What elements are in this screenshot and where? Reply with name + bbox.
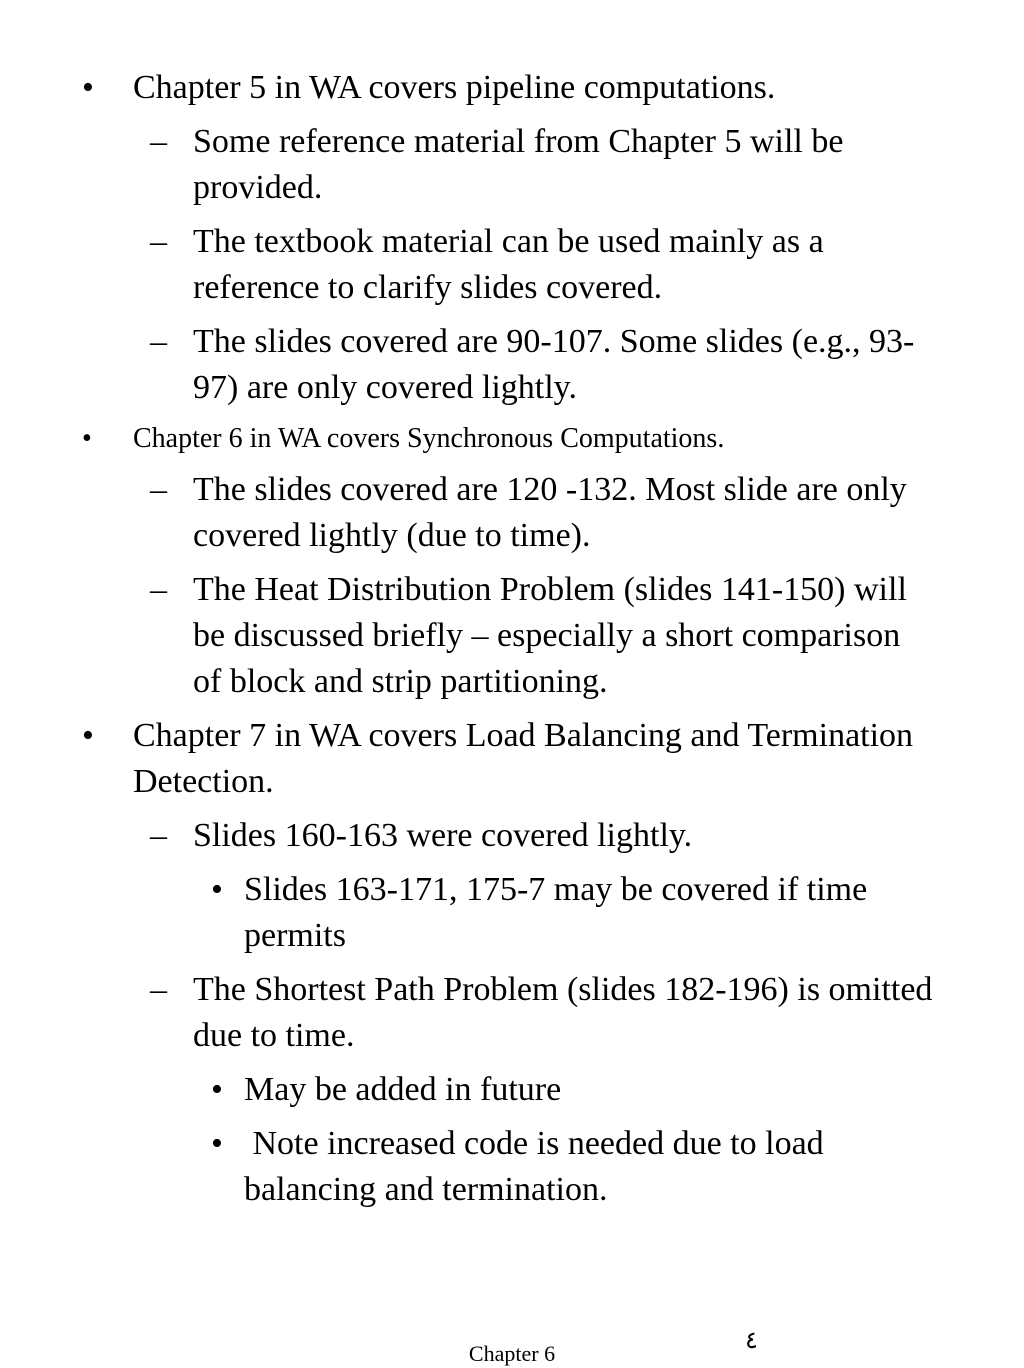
list-item bbox=[0, 467, 1024, 559]
footer-chapter-label: Chapter 6 bbox=[468, 1341, 556, 1366]
list-item bbox=[0, 867, 1024, 959]
bullet-marker: • bbox=[82, 423, 92, 454]
list-item bbox=[0, 219, 1024, 311]
list-item bbox=[0, 419, 1024, 459]
dash-marker: – bbox=[150, 223, 167, 260]
dash-marker: – bbox=[150, 123, 167, 160]
list-item-text: Slides 163-171, 175-7 may be covered if time permits bbox=[244, 871, 868, 954]
list-item bbox=[0, 65, 1024, 111]
page-number: ٤ bbox=[745, 1328, 758, 1354]
list-item bbox=[0, 567, 1024, 705]
list-item bbox=[0, 713, 1024, 805]
list-item-text: Chapter 7 in WA covers Load Balancing and Termination Detection. bbox=[133, 717, 914, 800]
list-item-text: The Heat Distribution Problem (slides 141-150) will be discussed briefly – especially a short comparison of block and strip partitioning. bbox=[193, 571, 907, 700]
dash-marker: – bbox=[150, 323, 167, 360]
bullet-marker: • bbox=[82, 69, 94, 106]
bullet-marker: • bbox=[211, 871, 223, 908]
list-item bbox=[0, 1067, 1024, 1113]
list-item-text: The slides covered are 90-107. Some slides (e.g., 93-97) are only covered lightly. bbox=[193, 323, 915, 406]
list-item bbox=[0, 119, 1024, 211]
list-item-text: Some reference material from Chapter 5 will be provided. bbox=[193, 123, 844, 206]
list-item bbox=[0, 1121, 1024, 1213]
dash-marker: – bbox=[150, 571, 167, 608]
bullet-marker: • bbox=[211, 1071, 223, 1108]
list-item-text: Chapter 5 in WA covers pipeline computations. bbox=[133, 69, 776, 106]
list-item-text: Chapter 6 in WA covers Synchronous Computations. bbox=[133, 423, 725, 454]
list-item-text: Note increased code is needed due to load balancing and termination. bbox=[244, 1125, 833, 1208]
list-item-text: Slides 160-163 were covered lightly. bbox=[193, 817, 693, 854]
list-item bbox=[0, 319, 1024, 411]
list-item-text: The slides covered are 120 -132. Most slide are only covered lightly (due to time). bbox=[193, 471, 907, 554]
list-item-text: May be added in future bbox=[244, 1071, 562, 1108]
bullet-marker: • bbox=[82, 717, 94, 754]
list-item-text: The Shortest Path Problem (slides 182-196) is omitted due to time. bbox=[193, 971, 933, 1054]
list-item bbox=[0, 813, 1024, 859]
bullet-outline bbox=[0, 65, 1024, 1213]
dash-marker: – bbox=[150, 471, 167, 508]
list-item bbox=[0, 967, 1024, 1059]
dash-marker: – bbox=[150, 971, 167, 1008]
bullet-marker: • bbox=[211, 1125, 223, 1162]
dash-marker: – bbox=[150, 817, 167, 854]
list-item-text: The textbook material can be used mainly as a reference to clarify slides covered. bbox=[193, 223, 824, 306]
